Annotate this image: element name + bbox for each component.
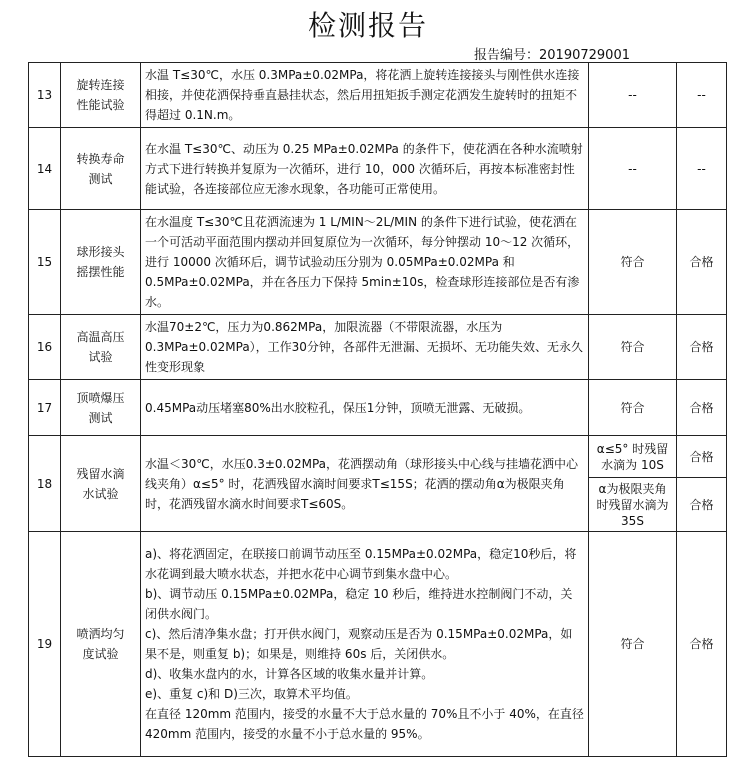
row-number: 17 [29,380,61,436]
test-result: 符合 [589,532,677,757]
table-row [29,63,727,128]
test-requirement: 水温70±2℃，压力为0.862MPa，加限流器（不带限流器，水压为0.3MPa±0.02MPa），工作30分钟，各部件无泄漏、无损坏、无功能失效、无永久性变形现象 [141,315,589,380]
test-item-name: 球形接头 摇摆性能 [61,210,141,315]
test-result: -- [589,128,677,210]
row-number: 15 [29,210,61,315]
test-item-name: 转换寿命 测试 [61,128,141,210]
test-requirement: 水温＜30℃，水压0.3±0.02MPa，花洒摆动角（球形接头中心线与挂墙花洒中心线夹角）α≤5° 时，花洒残留水滴时间要求T≤15S；花洒的摆动角α为极限夹角时，花洒残留水滴水时间要求T≤60S。 [141,436,589,532]
test-conclusion: 合格 [677,380,727,436]
test-requirement: 在水温度 T≤30℃且花洒流速为 1 L/MIN～2L/MIN 的条件下进行试验，使花洒在一个可活动平面范围内摆动并回复原位为一次循环，每分钟摆动 10～12 次循环，进行 10000 次循环后，调节试验动压分别为 0.05MPa±0.02MPa 和 0.5MPa±0.02MPa，并在各压力下保持 5min±10s，检查球形连接部位是否有渗水。 [141,210,589,315]
test-conclusion: 合格 [677,532,727,757]
report-title: 检测报告 [307,9,428,42]
test-conclusion: -- [677,128,727,210]
test-requirement: 在水温 T≤30℃、动压为 0.25 MPa±0.02MPa 的条件下，使花洒在各种水流喷射方式下进行转换并复原为一次循环，进行 10，000 次循环后，再按本标准密封性能试验，各连接部位应无渗水现象，各功能可正常使用。 [141,128,589,210]
test-result: 符合 [589,380,677,436]
table-row [29,210,727,315]
test-result: α为极限夹角时残留水滴为 35S [589,478,677,532]
inspection-table [28,62,727,757]
test-requirement: a)、将花洒固定，在联接口前调节动压至 0.15MPa±0.02MPa，稳定10秒后，将水花调到最大喷水状态，并把水花中心调节到集水盘中心。 b)、调节动压 0.15MPa±0.02MPa，稳定 10 秒后，维持进水控制阀门不动，关闭供水阀门。 c)、然后清净集水盘；打开供水阀门，观察动压是否为 0.15MPa±0.02MPa，如果不是，则重复 b)；如果是，则维持 60s 后，关闭供水。 d)、收集水盘内的水，计算各区域的收集水量并计算。 e)、重复 c)和 D)三次，取算术平均值。 在直径 120mm 范围内，接受的水量不大于总水量的 70%且不小于 40%，在直径 420mm 范围内，接受的水量不小于总水量的 95%。 [141,532,589,757]
test-item-name: 顶喷爆压 测试 [61,380,141,436]
test-item-name: 高温高压 试验 [61,315,141,380]
test-requirement: 0.45MPa动压堵塞80%出水胶粒孔，保压1分钟，顶喷无泄露、无破损。 [141,380,589,436]
test-conclusion: 合格 [677,436,727,478]
table-row [29,380,727,436]
row-number: 14 [29,128,61,210]
test-item-name: 旋转连接 性能试验 [61,63,141,128]
test-result: α≤5° 时残留水滴为 10S [589,436,677,478]
test-conclusion: 合格 [677,210,727,315]
test-item-name: 喷洒均匀 度试验 [61,532,141,757]
test-conclusion: 合格 [677,478,727,532]
test-conclusion: 合格 [677,315,727,380]
row-number: 18 [29,436,61,532]
report-number: 报告编号：20190729001 [474,48,630,63]
test-conclusion: -- [677,63,727,128]
table-row [29,532,727,757]
test-result: 符合 [589,315,677,380]
test-item-name: 残留水滴 水试验 [61,436,141,532]
row-number: 13 [29,63,61,128]
row-number: 16 [29,315,61,380]
row-number: 19 [29,532,61,757]
table-row [29,315,727,380]
test-result: -- [589,63,677,128]
test-requirement: 水温 T≤30℃，水压 0.3MPa±0.02MPa，将花洒上旋转连接接头与刚性供水连接相接，并使花洒保持垂直悬挂状态，然后用扭矩扳手测定花洒发生旋转时的扭矩不得超过 0.1N.m。 [141,63,589,128]
table-row [29,436,727,478]
test-result: 符合 [589,210,677,315]
table-row [29,128,727,210]
